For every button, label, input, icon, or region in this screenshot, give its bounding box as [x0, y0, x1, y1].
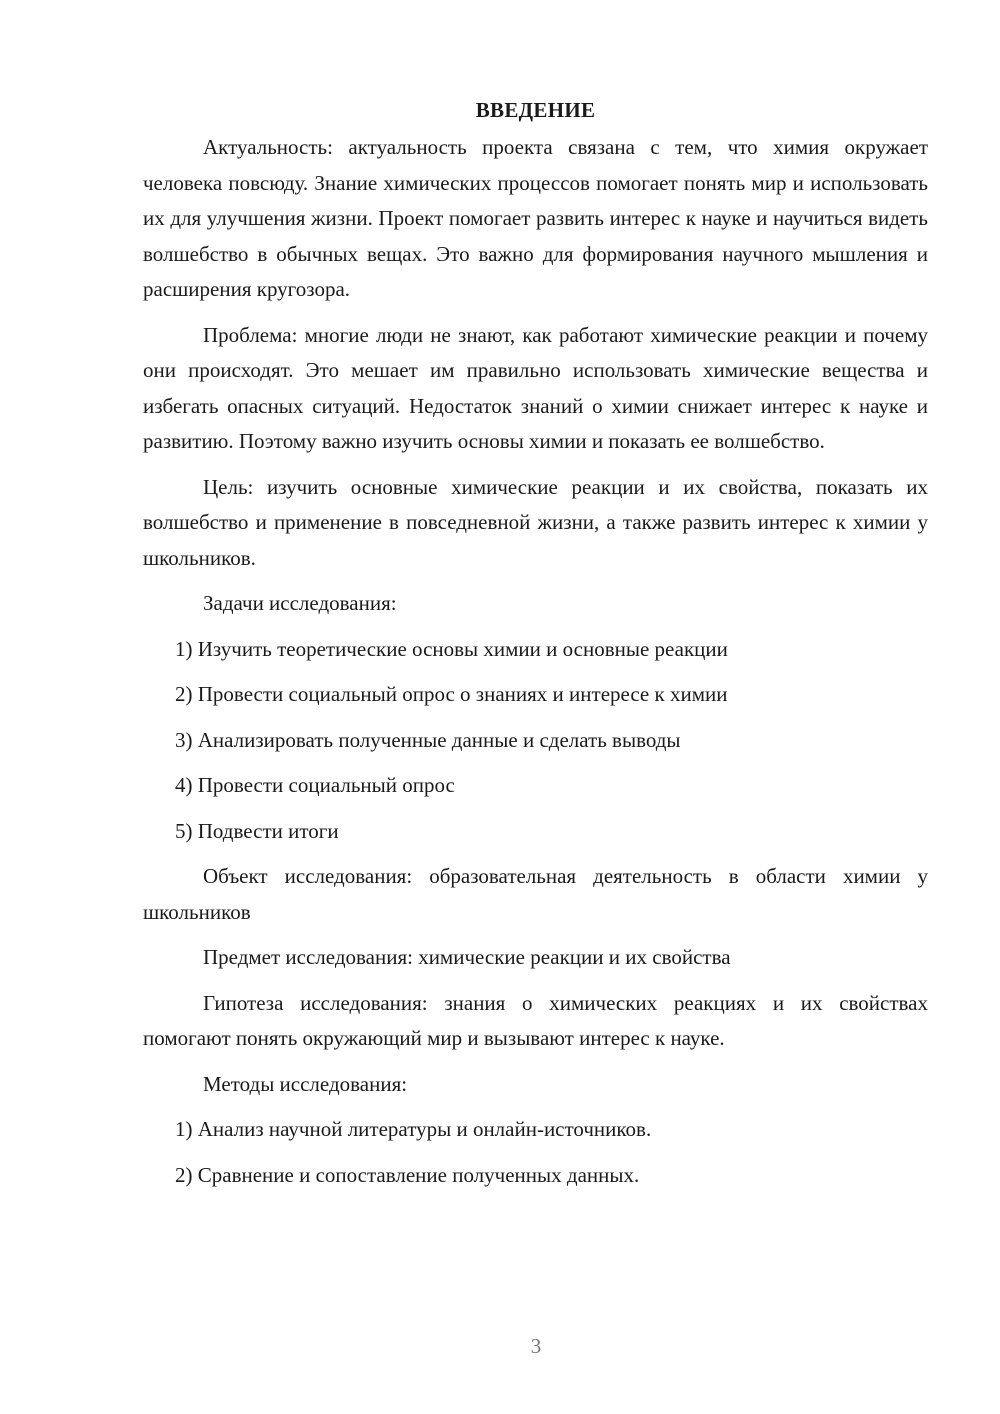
methods-title: Методы исследования:: [203, 1071, 408, 1096]
task-item: 2) Провести социальный опрос о знаниях и интересе к химии: [175, 682, 728, 706]
task-item: 4) Провести социальный опрос: [175, 773, 455, 797]
goal-paragraph: Цель: изучить основные химические реакции и их свойства, показать их волшебство и применение в повседневной жизни, а также развить интерес к химии у школьников.: [143, 474, 928, 570]
document-page: [143, 92, 928, 1203]
method-item: 1) Анализ научной литературы и онлайн-источников.: [175, 1117, 652, 1141]
tasks-title: Задачи исследования:: [203, 591, 397, 615]
section-heading: ВВЕДЕНИЕ: [475, 98, 596, 122]
task-item: 3) Анализировать полученные данные и сделать выводы: [175, 727, 681, 752]
task-item: 1) Изучить теоретические основы химии и основные реакции: [175, 636, 728, 661]
task-item: 5) Подвести итоги: [175, 818, 339, 843]
relevance-paragraph: Актуальность: актуальность проекта связана с тем, что химия окружает человека повсюду. Знание химических процессов помогает понять мир и использовать их для улучшения жизни. Проект помогает развить интерес к науке и научиться видеть волшебство в обычных вещах. Это важно для формирования научного мышления и расширения кругозора.: [143, 135, 928, 301]
hypothesis-paragraph: Гипотеза исследования: знания о химических реакциях и их свойствах помогают понять окружающий мир и вызывают интерес к науке.: [143, 990, 928, 1050]
subject-line: Предмет исследования: химические реакции и их свойства: [203, 945, 731, 969]
page-number: 3: [530, 1334, 542, 1358]
problem-paragraph: Проблема: многие люди не знают, как работают химические реакции и почему они происходят. Это мешает им правильно использовать химические вещества и избегать опасных ситуаций. Недостаток знаний о химии снижает интерес к науке и развитию. Поэтому важно изучить основы химии и показать ее волшебство.: [143, 322, 928, 453]
method-item: 2) Сравнение и сопоставление полученных данных.: [175, 1162, 640, 1187]
object-paragraph: Объект исследования: образовательная деятельность в области химии у школьников: [143, 864, 928, 924]
